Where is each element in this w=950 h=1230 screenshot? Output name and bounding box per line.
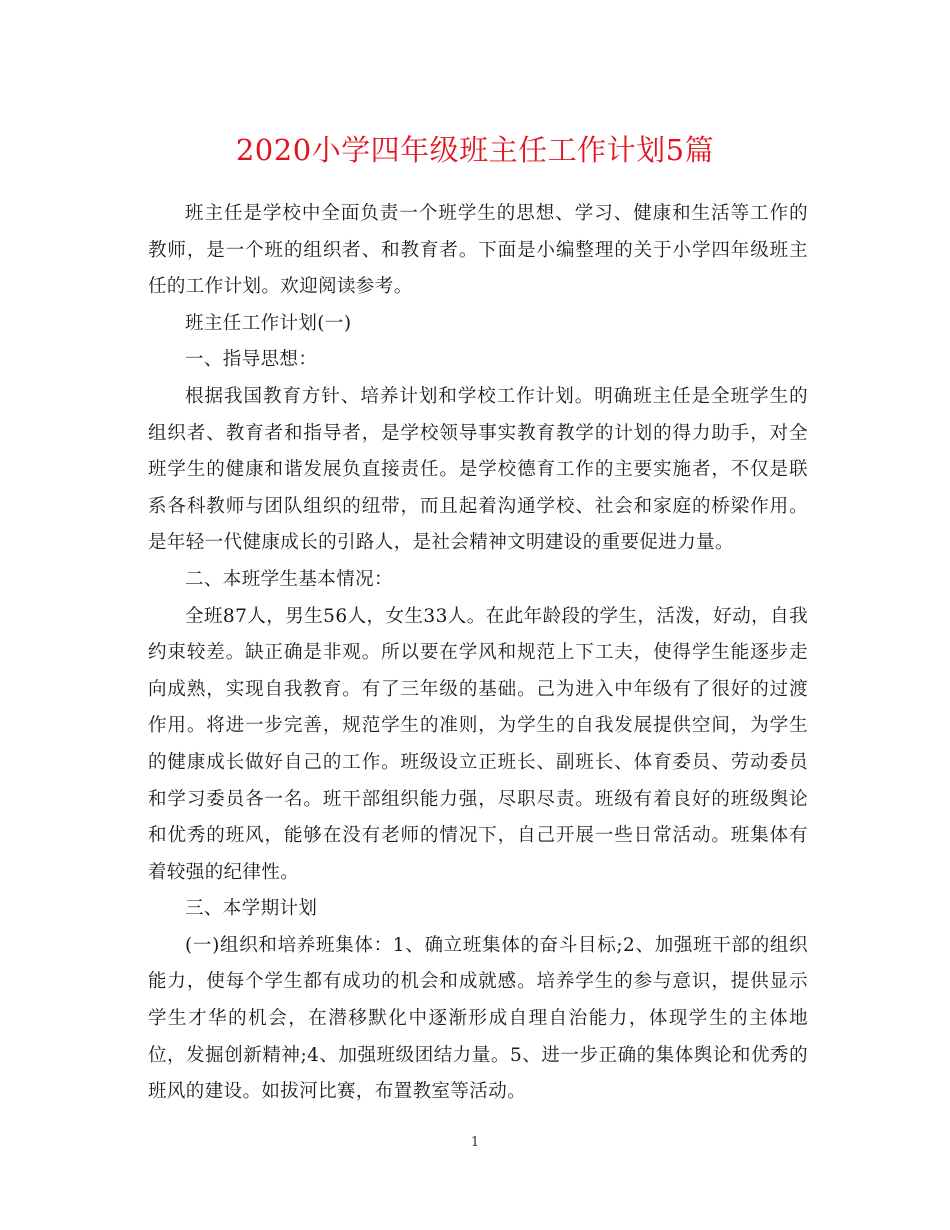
section-heading-semester-plan: 三、本学期计划 bbox=[185, 898, 318, 920]
class-situation-paragraph: 全班87人，男生56人，女生33人。在此年龄段的学生，活泼，好动，自我约束较差。缺正确是非观。所以要在学风和规范上下工夫，使得学生能逐步走向成熟，实现自我教育。有了三年级的基础。己为进入中年级有了很好的过渡作用。将进一步完善，规范学生的准则，为学生的自我发展提供空间，为学生的健康成长做好自己的工作。班级设立正班长、副班长、体育委员、劳动委员和学习委员各一名。班干部组织能力强，尽职尽责。班级有着良好的班级舆论和优秀的班风，能够在没有老师的情况下，自己开展一些日常活动。班集体有着较强的纪律性。 bbox=[148, 605, 808, 883]
page-number: 1 bbox=[470, 1135, 480, 1150]
section-heading-plan-1: 班主任工作计划(一) bbox=[185, 312, 352, 334]
document-body bbox=[148, 196, 808, 1111]
intro-paragraph: 班主任是学校中全面负责一个班学生的思想、学习、健康和生活等工作的教师，是一个班的组织者、和教育者。下面是小编整理的关于小学四年级班主任的工作计划。欢迎阅读参考。 bbox=[148, 203, 808, 298]
guiding-ideology-paragraph: 根据我国教育方针、培养计划和学校工作计划。明确班主任是全班学生的组织者、教育者和指导者，是学校领导事实教育教学的计划的得力助手，对全班学生的健康和谐发展负直接责任。是学校德育工作的主要实施者，不仅是联系各科教师与团队组织的纽带，而且起着沟通学校、社会和家庭的桥梁作用。是年轻一代健康成长的引路人，是社会精神文明建设的重要促进力量。 bbox=[148, 385, 808, 554]
document-title: 2020小学四年级班主任工作计划5篇 bbox=[235, 133, 715, 167]
section-heading-guiding-ideology: 一、指导思想： bbox=[185, 349, 318, 371]
section-heading-class-situation: 二、本班学生基本情况： bbox=[185, 568, 393, 590]
semester-plan-paragraph: (一)组织和培养班集体：1、确立班集体的奋斗目标;2、加强班干部的组织能力，使每个学生都有成功的机会和成就感。培养学生的参与意识，提供显示学生才华的机会，在潜移默化中逐渐形成自理自治能力，体现学生的主体地位，发掘创新精神;4、加强班级团结力量。5、进一步正确的集体舆论和优秀的班风的建设。如拔河比赛，布置教室等活动。 bbox=[148, 934, 808, 1103]
